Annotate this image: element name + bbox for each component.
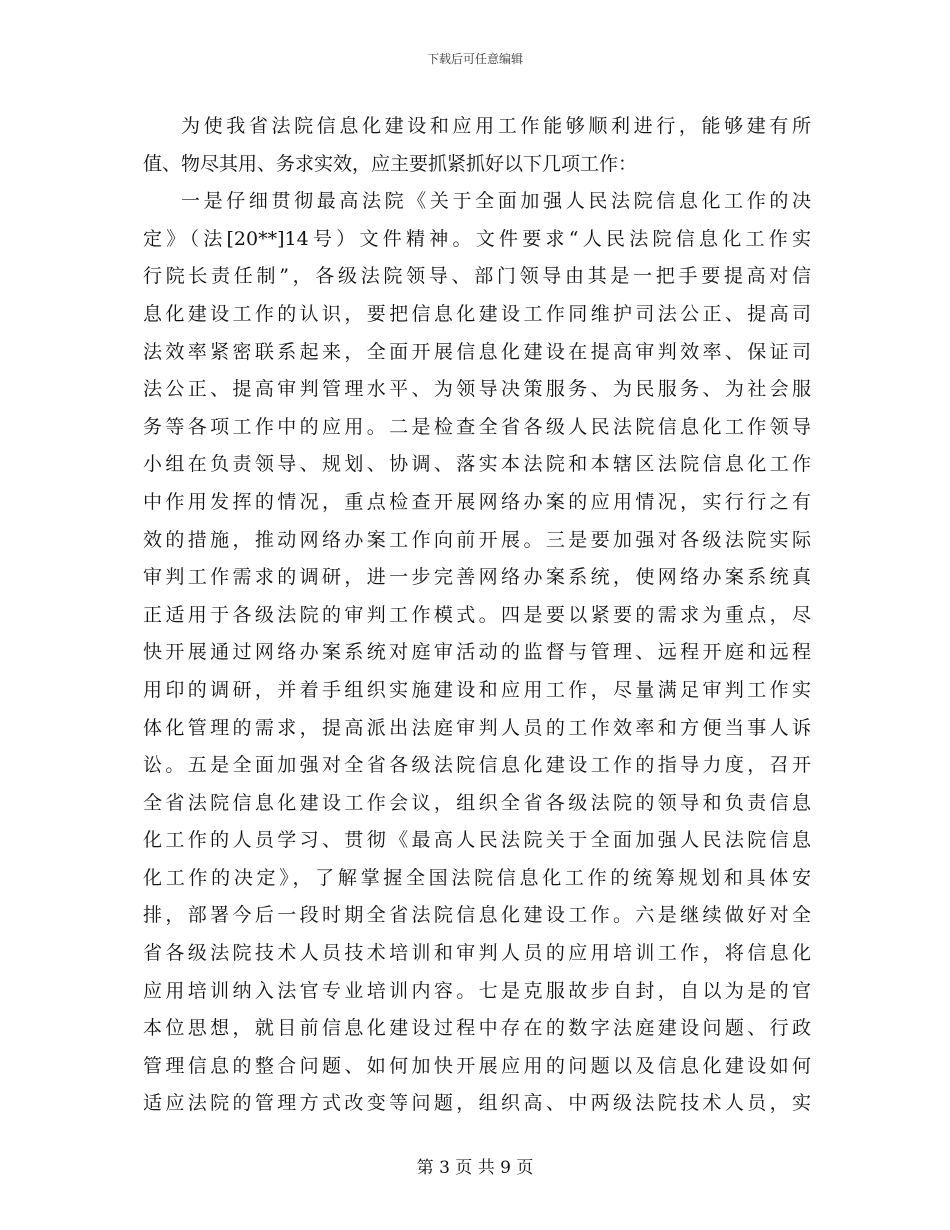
paragraph-line: 法公正、提高审判管理水平、为领导决策服务、为民服务、为社会服	[143, 378, 811, 401]
paragraph-line: 化工作的决定》，了解掌握全国法院信息化工作的统筹规划和具体安	[143, 866, 811, 889]
paragraph-line: 体化管理的需求，提高派出法庭审判人员的工作效率和方便当事人诉	[143, 716, 811, 739]
paragraph-line: 效的措施，推动网络办案工作向前开展。三是要加强对各级法院实际	[143, 528, 811, 551]
paragraph-line: 本位思想，就目前信息化建设过程中存在的数字法庭建设问题、行政	[143, 1017, 811, 1040]
paragraph-line: 为使我省法院信息化建设和应用工作能够顺利进行，能够建有所	[181, 115, 811, 137]
paragraph-line: 务等各项工作中的应用。二是检查全省各级人民法院信息化工作领导	[143, 415, 811, 438]
paragraph-line: 应用培训纳入法官专业培训内容。七是克服故步自封，自以为是的官	[143, 979, 811, 1002]
paragraph-line: 正适用于各级法院的审判工作模式。四是要以紧要的需求为重点，尽	[143, 603, 811, 626]
paragraph-line: 省各级法院技术人员技术培训和审判人员的应用培训工作，将信息化	[143, 942, 811, 965]
paragraph-line: 小组在负责领导、规划、协调、落实本法院和本辖区法院信息化工作	[143, 453, 811, 476]
paragraph-line: 一是仔细贯彻最高法院《关于全面加强人民法院信息化工作的决	[181, 190, 811, 213]
paragraph-line: 定》（法[20**]14号）文件精神。文件要求“人民法院信息化工作实	[143, 227, 811, 250]
paragraph-line: 息化建设工作的认识，要把信息化建设工作同维护司法公正、提高司	[143, 302, 811, 325]
page-number-footer: 第 3 页 共 9 页	[416, 1158, 534, 1178]
paragraph-line: 管理信息的整合问题、如何加快开展应用的问题以及信息化建设如何	[143, 1054, 811, 1077]
paragraph-line: 讼。五是全面加强对全省各级法院信息化建设工作的指导力度，召开	[143, 754, 811, 777]
paragraph-line: 快开展通过网络办案系统对庭审活动的监督与管理、远程开庭和远程	[143, 641, 811, 664]
paragraph-line: 中作用发挥的情况，重点检查开展网络办案的应用情况，实行行之有	[143, 490, 811, 513]
paragraph-line: 排，部署今后一段时期全省法院信息化建设工作。六是继续做好对全	[143, 904, 811, 927]
paragraph-line: 适应法院的管理方式改变等问题，组织高、中两级法院技术人员，实	[143, 1092, 811, 1115]
paragraph-line: 全省法院信息化建设工作会议，组织全省各级法院的领导和负责信息	[143, 791, 811, 814]
document-body	[143, 108, 811, 1123]
paragraph-line: 值、物尽其用、务求实效，应主要抓紧抓好以下几项工作：	[143, 152, 638, 175]
paragraph-line: 审判工作需求的调研，进一步完善网络办案系统，使网络办案系统真	[143, 566, 811, 589]
paragraph-line: 法效率紧密联系起来，全面开展信息化建设在提高审判效率、保证司	[143, 340, 811, 363]
paragraph-line: 行院长责任制”，各级法院领导、部门领导由其是一把手要提高对信	[143, 265, 811, 288]
paragraph-line: 化工作的人员学习、贯彻《最高人民法院关于全面加强人民法院信息	[143, 829, 811, 852]
page-header: 下载后可任意编辑	[426, 52, 523, 66]
paragraph-line: 用印的调研，并着手组织实施建设和应用工作，尽量满足审判工作实	[143, 678, 811, 701]
